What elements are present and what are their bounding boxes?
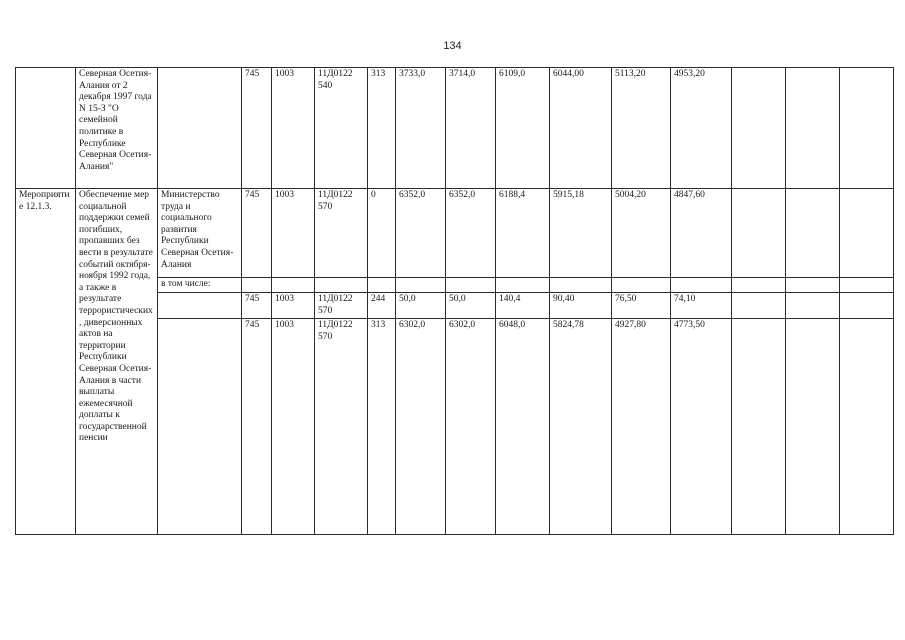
empty-cell bbox=[368, 278, 396, 293]
empty-cell bbox=[315, 278, 368, 293]
grbs-cell: 745 bbox=[242, 293, 272, 319]
empty-cell bbox=[732, 189, 786, 278]
value-cell: 6302,0 bbox=[396, 319, 446, 535]
executor-cell bbox=[158, 319, 242, 535]
grbs-cell: 745 bbox=[242, 189, 272, 278]
empty-cell bbox=[732, 278, 786, 293]
empty-cell bbox=[786, 68, 840, 189]
value-cell: 6044,00 bbox=[550, 68, 612, 189]
value-cell: 50,0 bbox=[446, 293, 496, 319]
rzpr-cell: 1003 bbox=[272, 189, 315, 278]
csr-cell: 11Д0122 570 bbox=[315, 293, 368, 319]
value-cell: 6109,0 bbox=[496, 68, 550, 189]
value-cell: 74,10 bbox=[671, 293, 732, 319]
measure-name-cell: Северная Осетия-Алания от 2 декабря 1997 года N 15-З "О семейной политике в Республике Северная Осетия-Алания" bbox=[76, 68, 158, 189]
empty-cell bbox=[732, 293, 786, 319]
value-cell: 5824,78 bbox=[550, 319, 612, 535]
value-cell: 6188,4 bbox=[496, 189, 550, 278]
value-cell: 3733,0 bbox=[396, 68, 446, 189]
empty-cell bbox=[396, 278, 446, 293]
value-cell: 5915,18 bbox=[550, 189, 612, 278]
value-cell: 90,40 bbox=[550, 293, 612, 319]
measure-cell bbox=[16, 68, 76, 189]
rzpr-cell: 1003 bbox=[272, 293, 315, 319]
empty-cell bbox=[840, 189, 894, 278]
empty-cell bbox=[840, 68, 894, 189]
value-cell: 6302,0 bbox=[446, 319, 496, 535]
csr-cell: 11Д0122 570 bbox=[315, 189, 368, 278]
value-cell: 3714,0 bbox=[446, 68, 496, 189]
value-cell: 6352,0 bbox=[396, 189, 446, 278]
csr-cell: 11Д0122 540 bbox=[315, 68, 368, 189]
empty-cell bbox=[732, 319, 786, 535]
empty-cell bbox=[671, 278, 732, 293]
value-cell: 4847,60 bbox=[671, 189, 732, 278]
empty-cell bbox=[786, 293, 840, 319]
value-cell: 6048,0 bbox=[496, 319, 550, 535]
value-cell: 50,0 bbox=[396, 293, 446, 319]
empty-cell bbox=[840, 293, 894, 319]
value-cell: 4773,50 bbox=[671, 319, 732, 535]
table-row bbox=[16, 68, 894, 189]
value-cell: 4927,80 bbox=[612, 319, 671, 535]
grbs-cell: 745 bbox=[242, 68, 272, 189]
empty-cell bbox=[242, 278, 272, 293]
budget-table bbox=[15, 67, 894, 535]
empty-cell bbox=[732, 68, 786, 189]
value-cell: 5004,20 bbox=[612, 189, 671, 278]
executor-cell bbox=[158, 293, 242, 319]
including-label-cell: в том числе: bbox=[158, 278, 242, 293]
measure-name-cell: Обеспечение мер социальной поддержки семей погибших, пропавших без вести в результате событий октября-ноября 1992 года, а также в результате террористических, диверсионных актов на территории Республики Северная Осетия-Алания в части выплаты ежемесячной доплаты к государственной пенсии bbox=[76, 189, 158, 535]
measure-label-cell: Мероприятие 12.1.3. bbox=[16, 189, 76, 535]
vr-cell: 244 bbox=[368, 293, 396, 319]
empty-cell bbox=[550, 278, 612, 293]
empty-cell bbox=[272, 278, 315, 293]
value-cell: 4953,20 bbox=[671, 68, 732, 189]
executor-cell: Министерство труда и социального развития Республики Северная Осетия-Алания bbox=[158, 189, 242, 278]
empty-cell bbox=[612, 278, 671, 293]
table-row bbox=[16, 189, 894, 278]
grbs-cell: 745 bbox=[242, 319, 272, 535]
page-number: 134 bbox=[443, 40, 462, 52]
value-cell: 6352,0 bbox=[446, 189, 496, 278]
executor-cell bbox=[158, 68, 242, 189]
csr-cell: 11Д0122 570 bbox=[315, 319, 368, 535]
empty-cell bbox=[840, 319, 894, 535]
vr-cell: 313 bbox=[368, 68, 396, 189]
vr-cell: 0 bbox=[368, 189, 396, 278]
value-cell: 5113,20 bbox=[612, 68, 671, 189]
empty-cell bbox=[786, 278, 840, 293]
empty-cell bbox=[446, 278, 496, 293]
value-cell: 76,50 bbox=[612, 293, 671, 319]
empty-cell bbox=[786, 189, 840, 278]
empty-cell bbox=[496, 278, 550, 293]
vr-cell: 313 bbox=[368, 319, 396, 535]
empty-cell bbox=[840, 278, 894, 293]
value-cell: 140,4 bbox=[496, 293, 550, 319]
empty-cell bbox=[786, 319, 840, 535]
rzpr-cell: 1003 bbox=[272, 319, 315, 535]
rzpr-cell: 1003 bbox=[272, 68, 315, 189]
